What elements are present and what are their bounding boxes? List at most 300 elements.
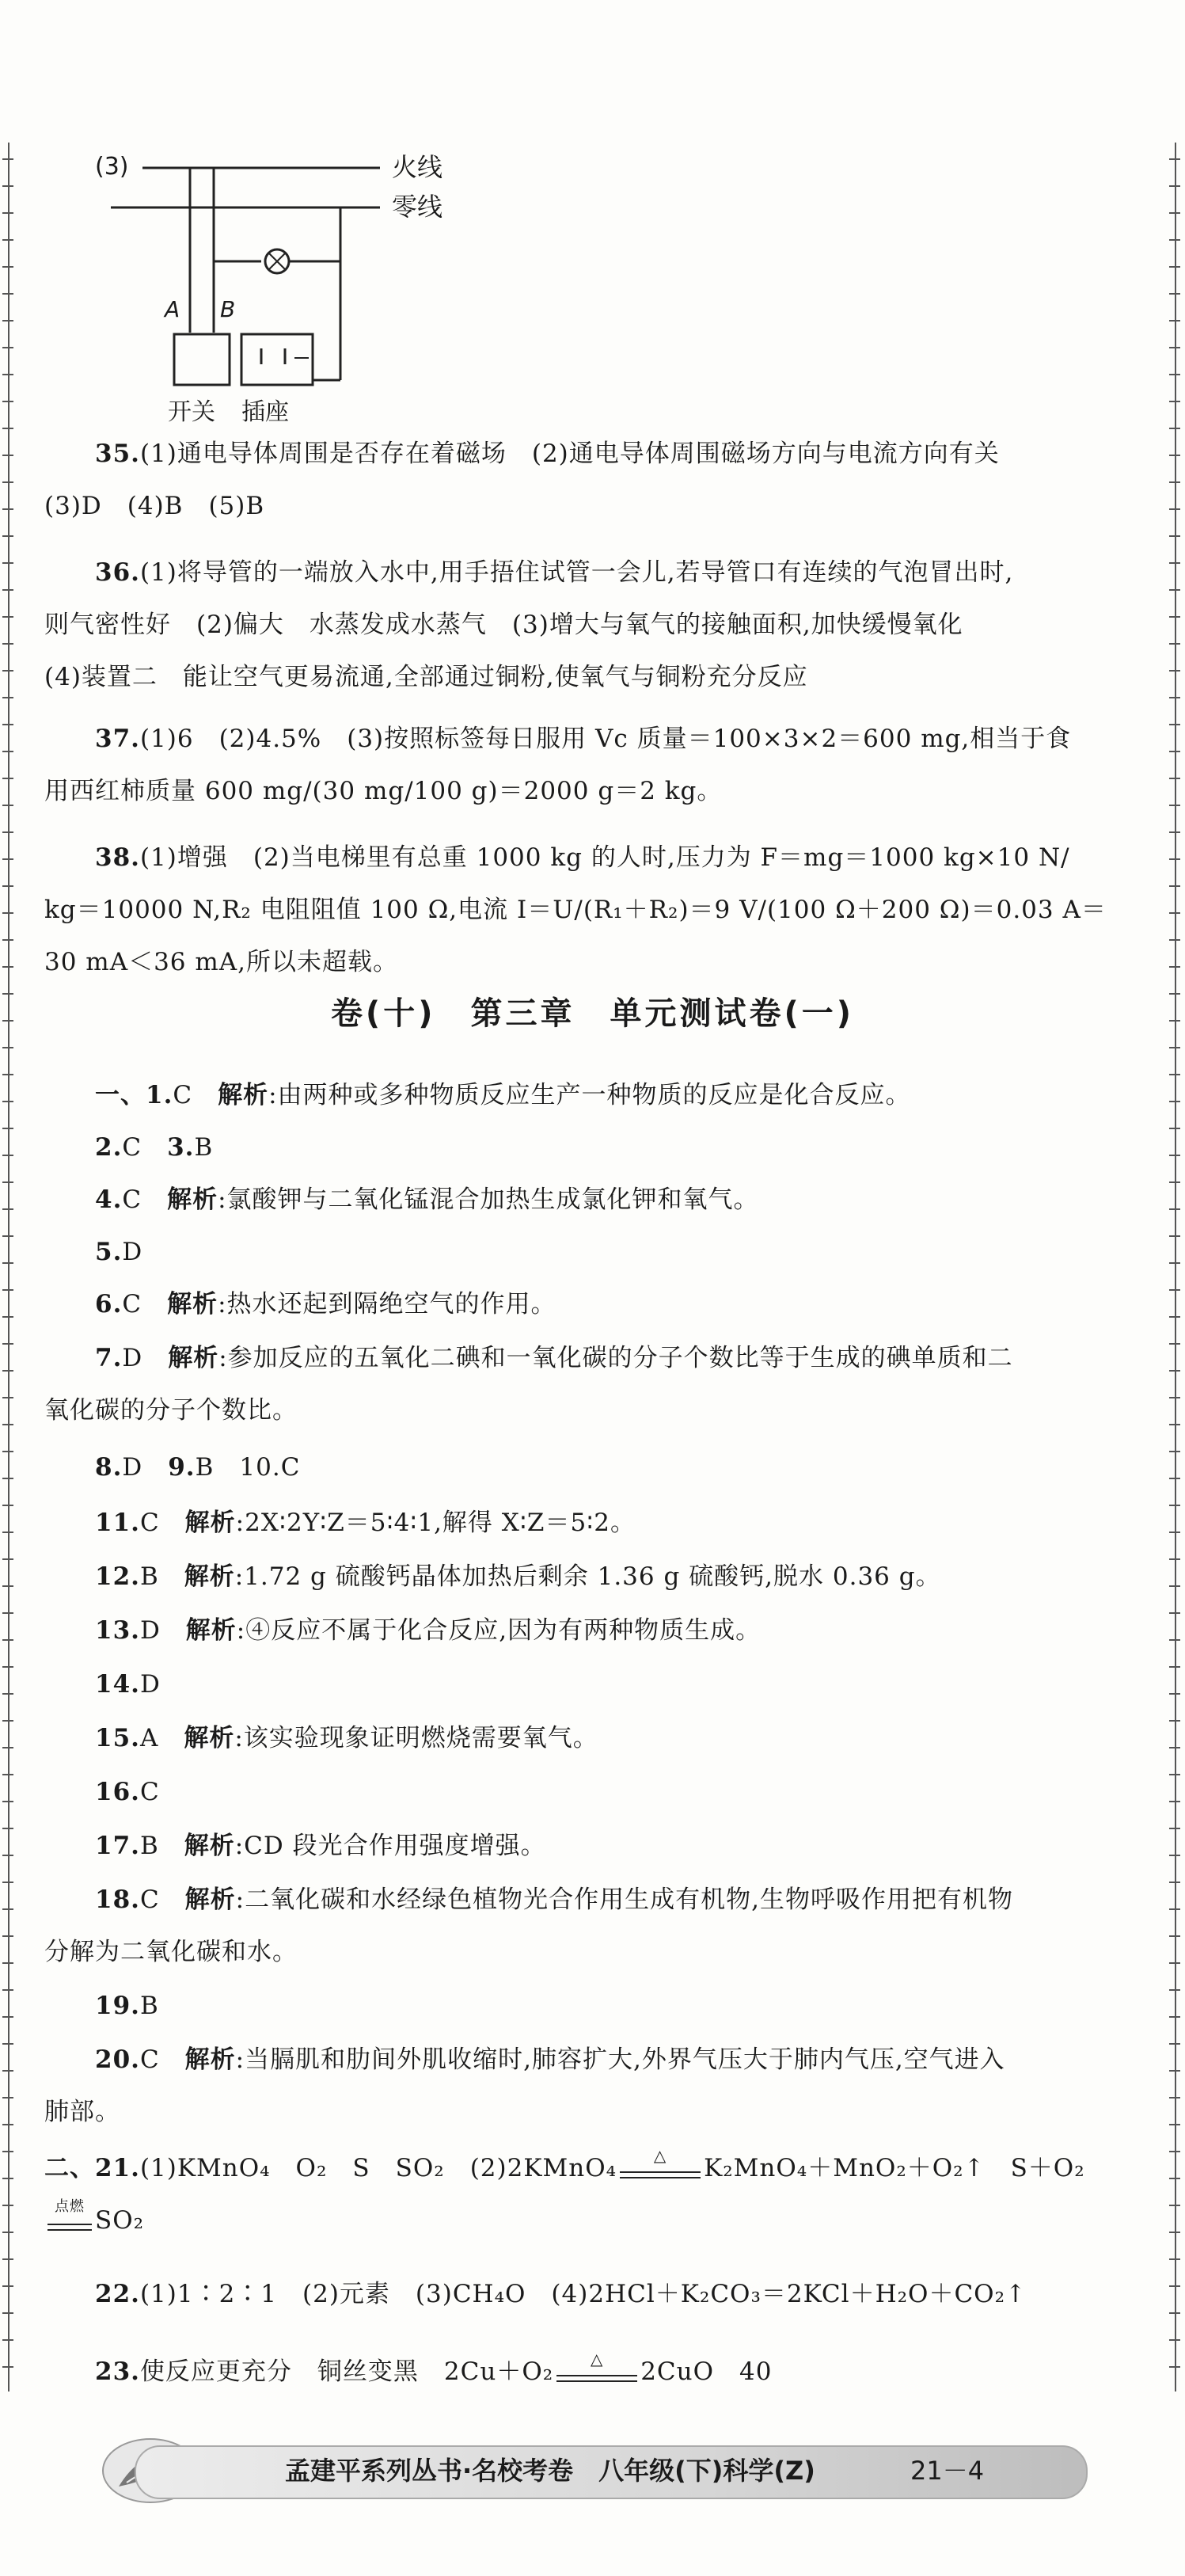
margin-tick: [2, 778, 13, 779]
reaction-condition: [44, 2197, 95, 2244]
margin-tick: [2, 1289, 13, 1291]
margin-tick: [1169, 966, 1180, 968]
answer-text: C: [122, 1133, 168, 1162]
margin-tick: [2, 1235, 13, 1237]
answer-text: K₂MnO₄＋MnO₂＋O₂↑ S＋O₂: [704, 2154, 1085, 2182]
answer-keyword: 解析: [184, 2045, 236, 2074]
answer-line: [95, 1332, 1145, 1384]
margin-tick: [2, 1801, 13, 1802]
answer-line: [95, 831, 1145, 884]
margin-tick: [1169, 1855, 1180, 1856]
answer-text: 则气密性好 (2)偏大 水蒸发成水蒸气 (3)增大与氧气的接触面积,加快缓慢氧化: [44, 611, 963, 639]
margin-tick: [2, 185, 13, 187]
answer-number: 一、1.: [95, 1081, 173, 1109]
margin-tick: [1169, 616, 1180, 618]
margin-tick: [1169, 724, 1180, 725]
margin-tick: [1169, 2232, 1180, 2233]
answer-line: [95, 1658, 1145, 1710]
margin-tick: [1169, 1424, 1180, 1425]
answer-text: 肺部。: [44, 2098, 120, 2126]
margin-tick: [1169, 912, 1180, 914]
footer-series: 孟建平系列丛书·名校考卷 八年级(下)科学(Z): [285, 2456, 815, 2486]
answer-text: C: [139, 1778, 160, 1806]
margin-tick: [2, 1585, 13, 1587]
answer-number: 12.: [95, 1562, 140, 1591]
answer-text: D: [122, 1344, 169, 1372]
margin-tick: [2, 2339, 13, 2341]
answer-line: [95, 1497, 1145, 1549]
answer-text: B: [139, 1832, 184, 1860]
answer-number: 14.: [95, 1670, 140, 1699]
margin-tick: [2, 401, 13, 402]
margin-tick: [1169, 401, 1180, 402]
margin-tick: [2, 589, 13, 591]
answer-keyword: 解析: [184, 1562, 235, 1591]
margin-tick: [1169, 266, 1180, 268]
answer-text: A: [139, 1724, 184, 1752]
answer-text: :由两种或多种物质反应生产一种物质的反应是化合反应。: [268, 1081, 911, 1109]
answer-text: SO₂: [95, 2206, 145, 2235]
answer-number: 13.: [95, 1616, 140, 1645]
socket-label: 插座: [241, 398, 289, 426]
margin-tick: [2, 1101, 13, 1102]
answer-line: [44, 2086, 1145, 2138]
answer-line: [44, 884, 1145, 936]
answer-number: 5.: [95, 1238, 123, 1266]
margin-tick: [1169, 939, 1180, 941]
margin-tick: [2, 885, 13, 887]
page-number: 21－4: [910, 2456, 985, 2486]
margin-tick: [2, 2151, 13, 2152]
answer-line: [95, 1980, 1145, 2032]
answer-text: :④反应不属于化合反应,因为有两种物质生成。: [236, 1616, 762, 1645]
answer-line: [95, 1069, 1185, 1121]
answer-text: 用西红柿质量 600 mg/(30 mg/100 g)＝2000 g＝2 kg。: [44, 777, 723, 805]
socket-box: [241, 334, 313, 385]
left-margin-rule: [8, 143, 9, 2391]
margin-tick: [2, 805, 13, 806]
margin-tick: [1169, 1801, 1180, 1802]
answer-text: D: [122, 1238, 143, 1266]
answer-text: (3)D (4)B (5)B: [44, 492, 265, 520]
margin-tick: [2, 1989, 13, 1991]
margin-tick: [1169, 1962, 1180, 1964]
answer-text: :氯酸钾与二氧化锰混合加热生成氯化钾和氧气。: [218, 1185, 759, 1214]
margin-tick: [2, 1935, 13, 1937]
answer-text: C: [139, 1885, 185, 1914]
margin-tick: [1169, 320, 1180, 322]
margin-tick: [1169, 1693, 1180, 1695]
margin-tick: [2, 1855, 13, 1856]
margin-tick: [2, 2232, 13, 2233]
answer-text: (4)装置二 能让空气更易流通,全部通过铜粉,使氧气与铜粉充分反应: [44, 663, 808, 691]
margin-tick: [2, 1208, 13, 1210]
margin-tick: [2, 2043, 13, 2045]
answer-keyword: 解析: [185, 1616, 237, 1645]
page-footer: [95, 2439, 1092, 2502]
margin-tick: [2, 1666, 13, 1668]
answer-text: :该实验现象证明燃烧需要氧气。: [234, 1724, 598, 1752]
circuit-question-label: (3): [95, 153, 129, 181]
answer-number: 4.: [95, 1185, 123, 1214]
margin-tick: [1169, 562, 1180, 564]
answer-number: 23.: [95, 2357, 140, 2386]
margin-tick: [2, 481, 13, 483]
margin-tick: [2, 1962, 13, 1964]
answer-number: 36.: [95, 558, 140, 587]
answer-line: [44, 1384, 1145, 1436]
answer-line: [95, 1174, 1145, 1226]
margin-tick: [2, 2016, 13, 2018]
margin-tick: [2, 2070, 13, 2072]
answer-text: B: [139, 1992, 159, 2020]
answer-number: 15.: [95, 1724, 140, 1752]
answer-number: 18.: [95, 1885, 140, 1914]
margin-tick: [2, 1828, 13, 1829]
answer-keyword: 解析: [167, 1185, 218, 1214]
margin-tick: [1169, 2339, 1180, 2341]
answer-text: D: [139, 1670, 161, 1699]
margin-tick: [2, 1908, 13, 1910]
margin-tick: [1169, 1451, 1180, 1452]
margin-tick: [2, 858, 13, 860]
margin-tick: [1169, 1316, 1180, 1318]
margin-tick: [2, 697, 13, 698]
circuit-diagram: [79, 150, 491, 428]
answer-text: 2CuO 40: [640, 2357, 773, 2386]
neutral-wire-label: 零线: [392, 192, 443, 222]
answer-text: 分解为二氧化碳和水。: [44, 1938, 298, 1966]
margin-tick: [2, 751, 13, 752]
answer-line: [95, 1820, 1145, 1872]
answer-keyword: 9.: [168, 1453, 196, 1482]
margin-tick: [2, 1558, 13, 1560]
margin-tick: [1169, 2312, 1180, 2314]
margin-tick: [1169, 643, 1180, 645]
answer-number: 6.: [95, 1290, 123, 1318]
margin-tick: [1169, 1532, 1180, 1533]
margin-tick: [1169, 1828, 1180, 1829]
condition-label: 点燃: [55, 2197, 85, 2215]
margin-tick: [1169, 1289, 1180, 1291]
answer-text: 使反应更充分 铜丝变黑 2Cu＋O₂: [139, 2357, 554, 2386]
margin-tick: [2, 158, 13, 160]
margin-tick: [2, 212, 13, 214]
live-wire-label: 火线: [392, 152, 443, 182]
margin-tick: [1169, 778, 1180, 779]
margin-tick: [1169, 1478, 1180, 1479]
margin-tick: [1169, 2097, 1180, 2098]
margin-tick: [2, 1343, 13, 1345]
answer-line: [44, 599, 1145, 651]
margin-tick: [2, 2097, 13, 2098]
margin-tick: [2, 1720, 13, 1722]
margin-tick: [1169, 1343, 1180, 1345]
margin-tick: [1169, 1155, 1180, 1156]
answer-text: C: [139, 1509, 185, 1537]
margin-tick: [2, 293, 13, 295]
condition-label: △: [653, 2145, 667, 2165]
right-margin-rule: [1175, 143, 1176, 2391]
answer-number: 11.: [95, 1509, 140, 1537]
answer-number: 19.: [95, 1992, 140, 2020]
margin-tick: [1169, 2070, 1180, 2072]
margin-tick: [2, 2312, 13, 2314]
answer-number: 38.: [95, 843, 140, 872]
margin-tick: [1169, 2151, 1180, 2152]
margin-tick: [1169, 670, 1180, 672]
margin-tick: [2, 320, 13, 322]
margin-tick: [2, 1181, 13, 1183]
answer-number: 二、21.: [44, 2154, 140, 2182]
margin-tick: [2, 239, 13, 241]
margin-tick: [1169, 212, 1180, 214]
answer-text: (1)KMnO₄ O₂ S SO₂ (2)2KMnO₄: [139, 2154, 617, 2182]
margin-tick: [1169, 2285, 1180, 2287]
margin-tick: [1169, 2016, 1180, 2018]
margin-tick: [1169, 1908, 1180, 1910]
margin-tick: [1169, 293, 1180, 295]
answer-line: [44, 651, 1145, 703]
margin-tick: [2, 428, 13, 429]
answer-keyword: 3.: [167, 1133, 195, 1162]
margin-tick: [1169, 751, 1180, 752]
margin-tick: [1169, 1262, 1180, 1264]
answer-number: 35.: [95, 439, 140, 468]
answer-text: C: [122, 1290, 168, 1318]
margin-tick: [2, 1128, 13, 1129]
margin-tick: [1169, 831, 1180, 833]
reaction-condition: [553, 2351, 640, 2395]
margin-tick: [1169, 1128, 1180, 1129]
answer-text: 30 mA＜36 mA,所以未超载。: [44, 948, 399, 976]
switch-box: [174, 334, 230, 385]
answer-text: (1)6 (2)4.5% (3)按照标签每日服用 Vc 质量＝100×3×2＝600 mg,相当于食: [139, 725, 1072, 753]
margin-tick: [1169, 1505, 1180, 1506]
answer-line: [95, 2034, 1145, 2086]
answer-text: B: [139, 1562, 184, 1591]
answer-text: C: [139, 2045, 185, 2074]
margin-tick: [1169, 1720, 1180, 1722]
switch-label: 开关: [168, 398, 215, 426]
margin-tick: [2, 1397, 13, 1398]
margin-tick: [1169, 374, 1180, 375]
margin-tick: [1169, 158, 1180, 160]
reaction-condition: [617, 2145, 704, 2192]
condition-label: △: [590, 2349, 604, 2369]
margin-tick: [2, 1882, 13, 1883]
answer-keyword: 解析: [184, 1832, 235, 1860]
answer-text: :CD 段光合作用强度增强。: [234, 1832, 546, 1860]
margin-tick: [1169, 1882, 1180, 1883]
answer-number: 8.: [95, 1453, 123, 1482]
margin-tick: [1169, 1585, 1180, 1587]
margin-tick: [2, 1478, 13, 1479]
margin-tick: [2, 1370, 13, 1372]
margin-tick: [1169, 1935, 1180, 1937]
answer-number: 37.: [95, 725, 140, 753]
margin-tick: [2, 1505, 13, 1506]
margin-tick: [2, 2285, 13, 2287]
margin-tick: [2, 1155, 13, 1156]
answer-line: [95, 1766, 1145, 1818]
margin-tick: [1169, 2258, 1180, 2260]
answer-keyword: 解析: [184, 1509, 236, 1537]
margin-tick: [2, 1532, 13, 1533]
margin-tick: [2, 1747, 13, 1748]
margin-tick: [1169, 1558, 1180, 1560]
margin-tick: [2, 1074, 13, 1075]
answer-keyword: 解析: [167, 1290, 218, 1318]
answer-keyword: 解析: [184, 1724, 235, 1752]
answer-text: :1.72 g 硫酸钙晶体加热后剩余 1.36 g 硫酸钙,脱水 0.36 g。: [234, 1562, 941, 1591]
margin-tick: [2, 1639, 13, 1641]
answer-line: [95, 713, 1145, 765]
margin-tick: [2, 1774, 13, 1775]
margin-tick: [1169, 2205, 1180, 2206]
answer-text: 氧化碳的分子个数比。: [44, 1396, 298, 1425]
margin-tick: [1169, 428, 1180, 429]
margin-tick: [1169, 1208, 1180, 1210]
margin-tick: [1169, 1047, 1180, 1048]
answer-line: [95, 1121, 1145, 1174]
answer-21-cont: [44, 2194, 1145, 2247]
margin-tick: [1169, 2366, 1180, 2368]
margin-tick: [1169, 1639, 1180, 1641]
answer-line: [95, 546, 1145, 599]
answer-number: 22.: [95, 2280, 140, 2308]
margin-tick: [1169, 858, 1180, 860]
answer-line: [44, 480, 1145, 532]
margin-tick: [2, 2124, 13, 2125]
margin-tick: [2, 966, 13, 968]
answer-line: [95, 1874, 1145, 1926]
margin-tick: [2, 616, 13, 618]
answer-line: [95, 1441, 1145, 1493]
margin-tick: [2, 643, 13, 645]
margin-tick: [2, 1047, 13, 1048]
margin-tick: [1169, 1774, 1180, 1775]
answer-line: [95, 1226, 1145, 1278]
margin-tick: [1169, 589, 1180, 591]
margin-tick: [1169, 2124, 1180, 2125]
margin-tick: [1169, 1181, 1180, 1183]
margin-tick: [1169, 697, 1180, 698]
answer-text: (1)增强 (2)当电梯里有总重 1000 kg 的人时,压力为 F＝mg＝1000 kg×10 N/: [139, 843, 1070, 872]
answer-text: (1)通电导体周围是否存在着磁场 (2)通电导体周围磁场方向与电流方向有关: [139, 439, 1000, 468]
margin-tick: [2, 1262, 13, 1264]
margin-tick: [1169, 1747, 1180, 1748]
margin-tick: [2, 508, 13, 510]
answer-line: [95, 1712, 1145, 1764]
margin-tick: [2, 2366, 13, 2368]
answer-23: [95, 2346, 1145, 2398]
answer-line: [95, 428, 1145, 480]
margin-tick: [1169, 185, 1180, 187]
margin-tick: [1169, 239, 1180, 241]
margin-tick: [1169, 2178, 1180, 2179]
answer-text: :当膈肌和肋间外肌收缩时,肺容扩大,外界气压大于肺内气压,空气进入: [235, 2045, 1005, 2074]
answer-line: [95, 1604, 1145, 1657]
point-a-label: A: [165, 296, 180, 322]
answer-line: [44, 936, 1145, 988]
margin-tick: [2, 535, 13, 537]
margin-tick: [1169, 1666, 1180, 1668]
answer-21: [44, 2142, 1145, 2194]
margin-tick: [2, 1316, 13, 1318]
answer-text: D: [139, 1616, 186, 1645]
margin-tick: [2, 724, 13, 725]
margin-tick: [2, 912, 13, 914]
margin-tick: [1169, 535, 1180, 537]
answer-number: 17.: [95, 1832, 140, 1860]
margin-tick: [1169, 1370, 1180, 1372]
margin-tick: [2, 1451, 13, 1452]
answer-text: C: [173, 1081, 218, 1109]
answer-text: kg＝10000 N,R₂ 电阻阻值 100 Ω,电流 I＝U/(R₁＋R₂)＝9 V/(100 Ω＋200 Ω)＝0.03 A＝: [44, 896, 1107, 924]
margin-tick: [1169, 455, 1180, 456]
margin-tick: [2, 2205, 13, 2206]
margin-tick: [1169, 1397, 1180, 1398]
answer-22: [95, 2268, 1145, 2320]
answer-keyword: 解析: [184, 1885, 236, 1914]
answer-keyword: 解析: [218, 1081, 269, 1109]
margin-tick: [2, 455, 13, 456]
answer-text: D: [122, 1453, 169, 1482]
answer-number: 16.: [95, 1778, 140, 1806]
margin-tick: [1169, 1989, 1180, 1991]
answer-number: 20.: [95, 2045, 140, 2074]
margin-tick: [2, 1612, 13, 1614]
answer-number: 2.: [95, 1133, 123, 1162]
margin-tick: [2, 939, 13, 941]
margin-tick: [2, 670, 13, 672]
answer-text: :参加反应的五氧化二碘和一氧化碳的分子个数比等于生成的碘单质和二: [218, 1344, 1013, 1372]
section-title: 卷(十) 第三章 单元测试卷(一): [330, 995, 855, 1032]
answer-line: [44, 765, 1145, 817]
margin-tick: [1169, 1612, 1180, 1614]
answer-number: 7.: [95, 1344, 123, 1372]
point-b-label: B: [220, 296, 236, 322]
margin-tick: [1169, 347, 1180, 348]
answer-line: [95, 1278, 1145, 1330]
answer-line: [44, 1926, 1145, 1978]
answer-text: (1)1∶2∶1 (2)元素 (3)CH₄O (4)2HCl＋K₂CO₃＝2KCl＋H₂O＋CO₂↑: [139, 2280, 1027, 2308]
answer-text: B: [194, 1133, 214, 1162]
margin-tick: [1169, 805, 1180, 806]
margin-tick: [1169, 885, 1180, 887]
answer-line: [95, 1551, 1145, 1603]
answer-keyword: 解析: [168, 1344, 219, 1372]
answer-text: B 10.C: [195, 1453, 301, 1482]
margin-tick: [2, 1693, 13, 1695]
margin-tick: [2, 2178, 13, 2179]
margin-tick: [1169, 1235, 1180, 1237]
answer-text: (1)将导管的一端放入水中,用手捂住试管一会儿,若导管口有连续的气泡冒出时,: [139, 558, 1014, 587]
answer-text: :二氧化碳和水经绿色植物光合作用生成有机物,生物呼吸作用把有机物: [235, 1885, 1013, 1914]
margin-tick: [1169, 2043, 1180, 2045]
margin-tick: [2, 347, 13, 348]
answer-text: :热水还起到隔绝空气的作用。: [218, 1290, 556, 1318]
margin-tick: [2, 266, 13, 268]
margin-tick: [2, 562, 13, 564]
margin-tick: [2, 831, 13, 833]
margin-tick: [1169, 508, 1180, 510]
answer-text: C: [122, 1185, 168, 1214]
answer-text: :2X∶2Y∶Z＝5∶4∶1,解得 X∶Z＝5∶2。: [235, 1509, 636, 1537]
margin-tick: [2, 1424, 13, 1425]
margin-tick: [2, 374, 13, 375]
